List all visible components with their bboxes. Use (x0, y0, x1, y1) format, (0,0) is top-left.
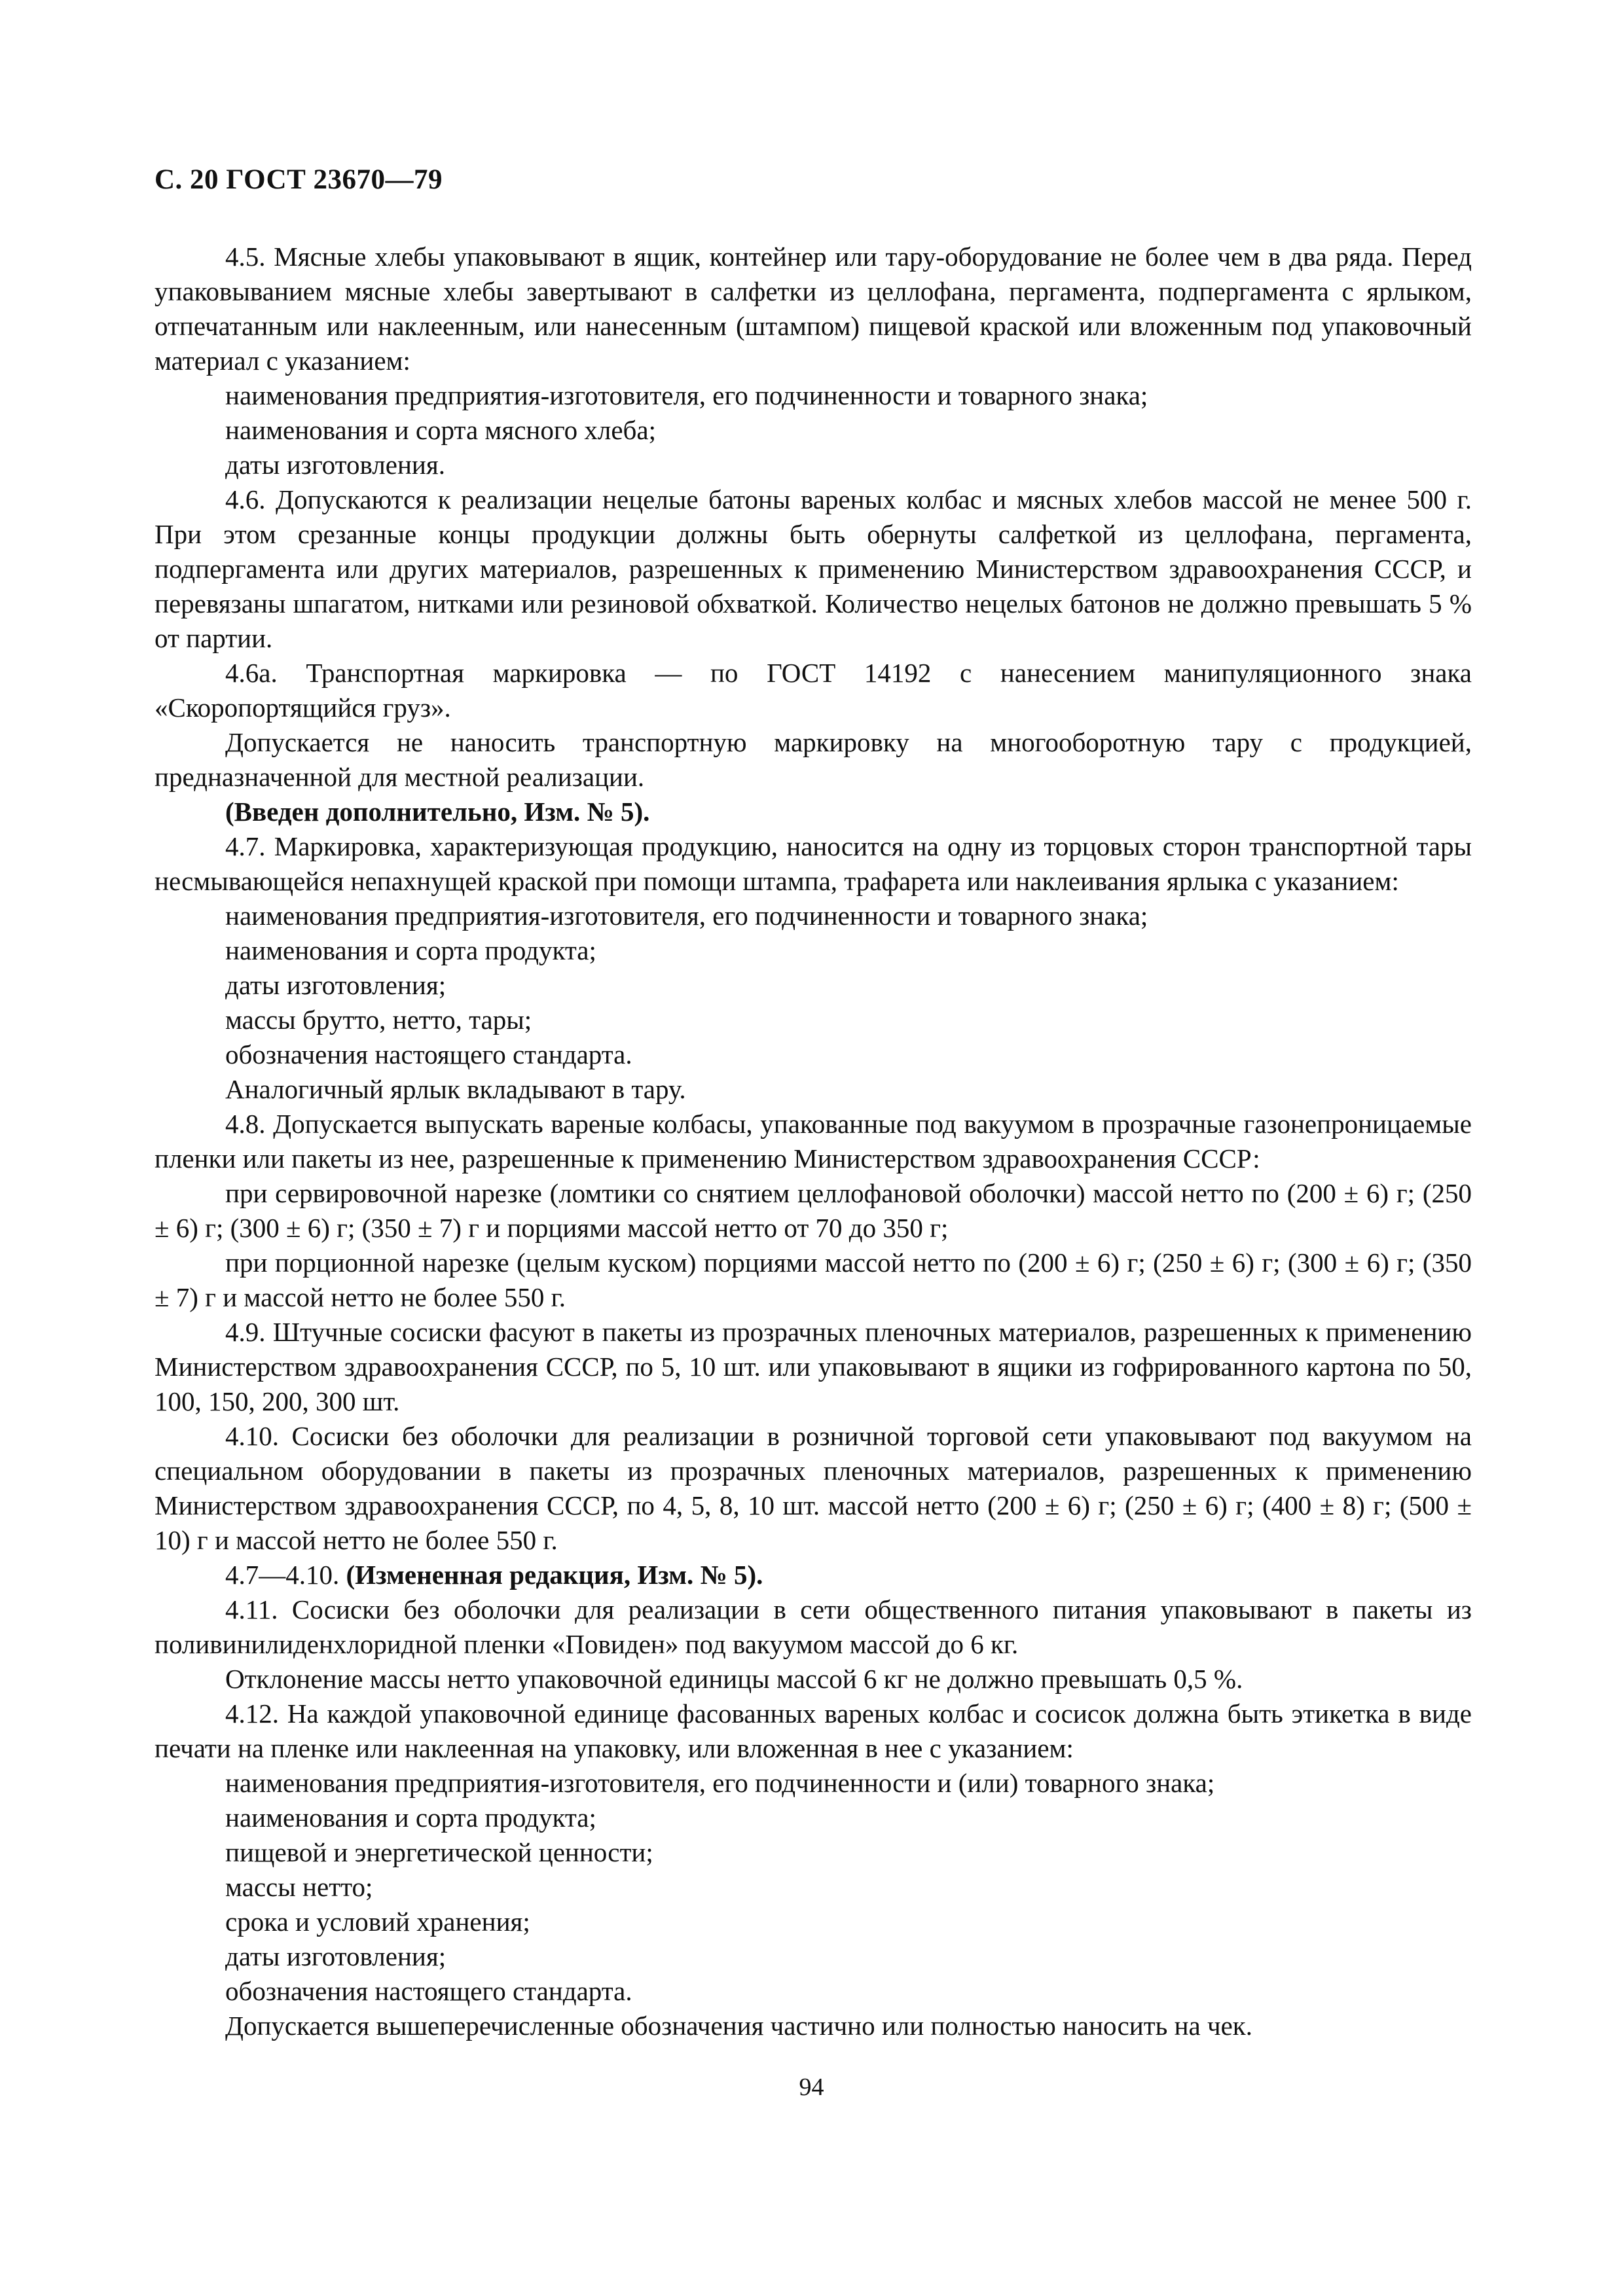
paragraph (155, 1592, 1472, 1662)
list-item (155, 1072, 1472, 1107)
paragraph (155, 482, 1472, 656)
paragraph-text: 4.7. Маркировка, характеризующая продукцию, наносится на одну из торцовых сторон транспортной тары несмывающейся непахнущей краской при помощи штампа, трафарета или наклеивания ярлыка с указанием: (155, 831, 1472, 896)
list-item (155, 1801, 1472, 1835)
paragraph (155, 1696, 1472, 1766)
paragraph-text: 4.10. Сосиски без оболочки для реализации в розничной торговой сети упаковывают под вакуумом на специальном оборудовании в пакеты из прозрачных пленочных материалов, разрешенных к применению Министерством здравоохранения СССР, по 4, 5, 8, 10 шт. массой нетто (200 ± 6) г; (250 ± 6) г; (400 ± 8) г; (500 ± 10) г и массой нетто не более 550 г. (155, 1421, 1472, 1555)
list-item (155, 899, 1472, 933)
paragraph-text: даты изготовления; (225, 970, 447, 1000)
amendment-note: (Измененная редакция, Изм. № 5). (339, 1560, 763, 1590)
list-item (155, 378, 1472, 413)
list-item (155, 1974, 1472, 2009)
list-item (155, 448, 1472, 482)
paragraph-text: наименования предприятия-изготовителя, его подчиненности и (или) товарного знака; (225, 1768, 1215, 1798)
list-item (155, 1766, 1472, 1801)
paragraph-text: 4.8. Допускается выпускать вареные колбасы, упакованные под вакуумом в прозрачные газонепроницаемые пленки или пакеты из нее, разрешенные к применению Министерством здравоохранения СССР: (155, 1109, 1472, 1174)
paragraph-text: Допускается вышеперечисленные обозначения частично или полностью наносить на чек. (225, 2011, 1252, 2041)
list-item (155, 2009, 1472, 2043)
paragraph-text: при сервировочной нарезке (ломтики со снятием целлофановой оболочки) массой нетто по (200 ± 6) г; (250 ± 6) г; (300 ± 6) г; (350 ± 7) г и порциями массой нетто от 70 до 350 г; (155, 1178, 1472, 1243)
list-item (155, 1905, 1472, 1939)
paragraph-text: срока и условий хранения; (225, 1907, 530, 1937)
page-number: 94 (799, 2073, 824, 2101)
paragraph-text: даты изготовления; (225, 1941, 447, 1971)
paragraph (155, 795, 1472, 829)
paragraph-text: Аналогичный ярлык вкладывают в тару. (225, 1074, 686, 1104)
paragraph-text: при порционной нарезке (целым куском) порциями массой нетто по (200 ± 6) г; (250 ± 6) г; (300 ± 6) г; (350 ± 7) г и массой нетто не более 550 г. (155, 1247, 1472, 1312)
paragraph-text: Отклонение массы нетто упаковочной единицы массой 6 кг не должно превышать 0,5 %. (225, 1664, 1243, 1694)
paragraph-text: наименования и сорта продукта; (225, 1803, 596, 1833)
paragraph (155, 656, 1472, 725)
paragraph-text: 4.6а. Транспортная маркировка — по ГОСТ 14192 с нанесением манипуляционного знака «Скоропортящийся груз». (155, 658, 1472, 723)
list-item (155, 1870, 1472, 1905)
document-body (155, 240, 1472, 2043)
paragraph (155, 725, 1472, 795)
paragraph-text: массы брутто, нетто, тары; (225, 1005, 532, 1035)
list-item (155, 968, 1472, 1003)
paragraph (155, 1246, 1472, 1315)
paragraph-text: даты изготовления. (225, 450, 445, 480)
paragraph (155, 240, 1472, 378)
list-item (155, 413, 1472, 448)
paragraph (155, 1419, 1472, 1558)
paragraph-text: обозначения настоящего стандарта. (225, 1976, 632, 2006)
list-item (155, 1003, 1472, 1037)
paragraph-text: 4.5. Мясные хлебы упаковывают в ящик, контейнер или тару-оборудование не более чем в два ряда. Перед упаковыванием мясные хлебы завертывают в салфетки из целлофана, пергамента, подпергамента с ярлыком, отпечатанным или наклеенным, или нанесенным (штампом) пищевой краской или вложенным под упаковочный материал с указанием: (155, 242, 1472, 376)
paragraph-text: 4.7—4.10. (225, 1560, 340, 1590)
paragraph (155, 1176, 1472, 1246)
paragraph-text: массы нетто; (225, 1872, 373, 1902)
paragraph-text: 4.6. Допускаются к реализации нецелые батоны вареных колбас и мясных хлебов массой не менее 500 г. При этом срезанные концы продукции должны быть обернуты салфеткой из целлофана, пергамента, подпергамента или других материалов, разрешенных к применению Министерством здравоохранения СССР, и перевязаны шпагатом, нитками или резиновой обхваткой. Количество нецелых батонов не должно превышать 5 % от партии. (155, 484, 1472, 653)
paragraph (155, 829, 1472, 899)
list-item (155, 1939, 1472, 1974)
paragraph-text: наименования предприятия-изготовителя, его подчиненности и товарного знака; (225, 380, 1148, 410)
paragraph-text: Допускается не наносить транспортную маркировку на многооборотную тару с продукцией, предназначенной для местной реализации. (155, 727, 1472, 792)
paragraph (155, 1558, 1472, 1592)
paragraph-text: наименования предприятия-изготовителя, его подчиненности и товарного знака; (225, 901, 1148, 931)
paragraph-text: 4.9. Штучные сосиски фасуют в пакеты из прозрачных пленочных материалов, разрешенных к применению Министерством здравоохранения СССР, по 5, 10 шт. или упаковывают в ящики из гофрированного картона по 50, 100, 150, 200, 300 шт. (155, 1317, 1472, 1416)
list-item (155, 1835, 1472, 1870)
paragraph-text: пищевой и энергетической ценности; (225, 1837, 653, 1867)
page-header: С. 20 ГОСТ 23670—79 (155, 164, 443, 195)
paragraph-text: 4.11. Сосиски без оболочки для реализации в сети общественного питания упаковывают в пакеты из поливинилиденхлоридной пленки «Повиден» под вакуумом массой до 6 кг. (155, 1594, 1472, 1659)
paragraph-text: наименования и сорта мясного хлеба; (225, 415, 656, 445)
paragraph-text: наименования и сорта продукта; (225, 935, 596, 965)
list-item (155, 1037, 1472, 1072)
paragraph-text: (Введен дополнительно, Изм. № 5). (225, 797, 650, 827)
paragraph (155, 1107, 1472, 1176)
paragraph-text: 4.12. На каждой упаковочной единице фасованных вареных колбас и сосисок должна быть этикетка в виде печати на пленке или наклеенная на упаковку, или вложенная в нее с указанием: (155, 1698, 1472, 1763)
list-item (155, 933, 1472, 968)
paragraph-text: обозначения настоящего стандарта. (225, 1039, 632, 1069)
paragraph (155, 1315, 1472, 1419)
paragraph (155, 1662, 1472, 1696)
